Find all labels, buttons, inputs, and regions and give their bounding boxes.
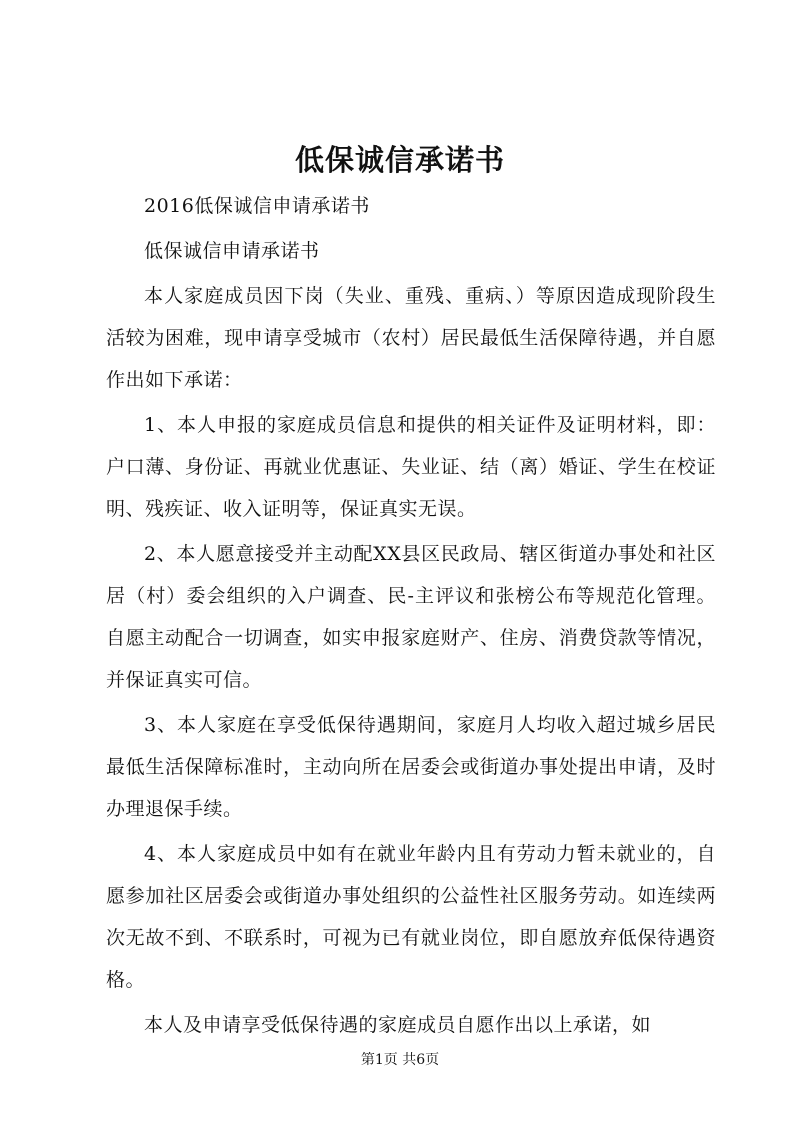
paragraph-closing: 本人及申请享受低保待遇的家庭成员自愿作出以上承诺，如 [144,1014,652,1036]
document-body [106,185,716,1049]
paragraph-promise-4: 4、本人家庭成员中如有在就业年龄内且有劳动力暂未就业的，自愿参加社区居委会或街道办事处组织的公益性社区服务劳动。如连续两次无故不到、不联系时，可视为已有就业岗位，即自愿放弃低保待遇资格。 [106,843,716,991]
page-footer: 第1页 共6页 [360,1052,440,1068]
paragraph-intro: 本人家庭成员因下岗（失业、重残、重病、）等原因造成现阶段生活较为困难，现申请享受城市（农村）居民最低生活保障待遇，并自愿作出如下承诺： [106,285,716,391]
paragraph-subtitle-year: 2016低保诚信申请承诺书 [144,195,370,217]
paragraph-promise-2: 2、本人愿意接受并主动配XX县区民政局、辖区街道办事处和社区居（村）委会组织的入户调查、民-主评议和张榜公布等规范化管理。自愿主动配合一切调查，如实申报家庭财产、住房、消费贷款等情况，并保证真实可信。 [106,543,716,691]
document-title: 低保诚信承诺书 [294,143,505,177]
paragraph-subtitle: 低保诚信申请承诺书 [144,240,320,262]
paragraph-promise-3: 3、本人家庭在享受低保待遇期间，家庭月人均收入超过城乡居民最低生活保障标准时，主动向所在居委会或街道办事处提出申请，及时办理退保手续。 [106,714,716,820]
paragraph-promise-1: 1、本人申报的家庭成员信息和提供的相关证件及证明材料，即：户口薄、身份证、再就业优惠证、失业证、结（离）婚证、学生在校证明、残疾证、收入证明等，保证真实无误。 [106,414,716,520]
